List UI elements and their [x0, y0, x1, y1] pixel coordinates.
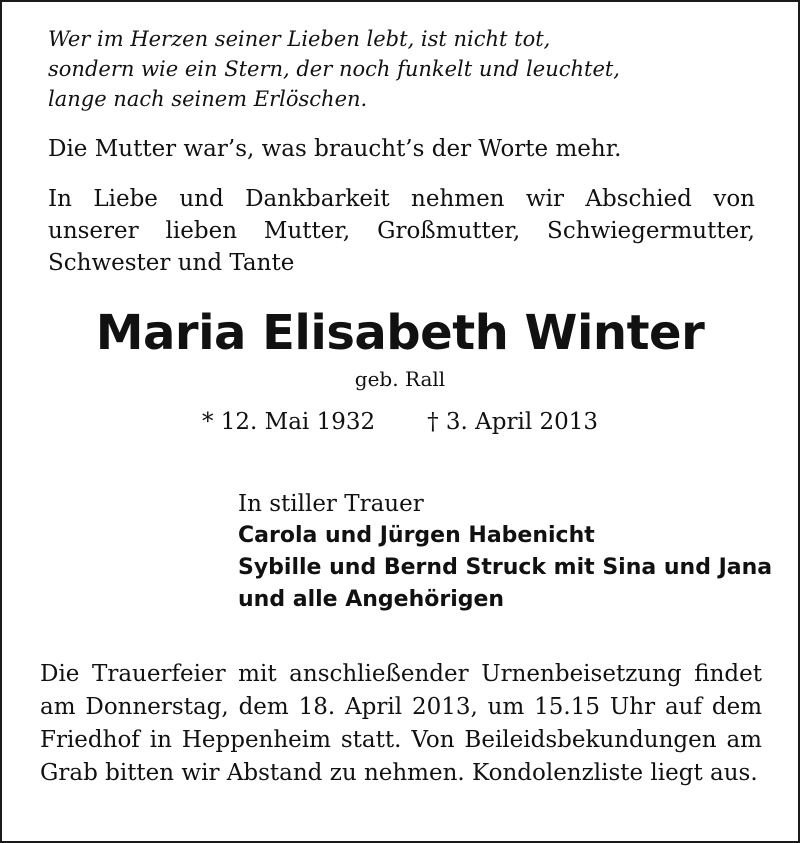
farewell-line: unserer lieben Mutter, Großmutter, Schwiegermutter, [48, 218, 755, 244]
birth-date: * 12. Mai 1932 [201, 409, 376, 435]
maiden-name: geb. Rall [354, 367, 446, 391]
mourner-name: Carola und Jürgen Habenicht [238, 523, 595, 548]
quote-line: Wer im Herzen seiner Lieben lebt, ist nicht tot, [48, 27, 551, 51]
farewell-line: In Liebe und Dankbarkeit nehmen wir Abschied von [48, 186, 755, 212]
quote-line: sondern wie ein Stern, der noch funkelt und leuchtet, [48, 57, 620, 81]
memorial-quote [48, 24, 748, 114]
mourners-block [238, 488, 798, 616]
deceased-name: Maria Elisabeth Winter [95, 305, 705, 361]
service-info-line: Grab bitten wir Abstand zu nehmen. Kondolenzliste liegt aus. [40, 760, 758, 786]
death-date: † 3. April 2013 [427, 409, 599, 435]
mourning-intro: In stiller Trauer [238, 491, 424, 517]
life-dates [2, 406, 798, 438]
mourner-name: Sybille und Bernd Struck mit Sina und Jana [238, 555, 773, 580]
notice-content [2, 2, 798, 841]
quote-line: lange nach seinem Erlöschen. [48, 87, 368, 111]
mother-line: Die Mutter war’s, was braucht’s der Worte mehr. [48, 136, 622, 162]
service-info-line: Die Trauerfeier mit anschließender Urnenbeisetzung findet [40, 661, 762, 687]
service-info-line: am Donnerstag, dem 18. April 2013, um 15.15 Uhr auf dem [40, 694, 762, 720]
service-info-line: Friedhof in Heppenheim statt. Von Beileidsbekundungen am [40, 727, 762, 753]
farewell-text [48, 183, 755, 279]
farewell-line: Schwester und Tante [48, 250, 295, 276]
service-info [40, 658, 762, 790]
mourner-name: und alle Angehörigen [238, 587, 505, 612]
